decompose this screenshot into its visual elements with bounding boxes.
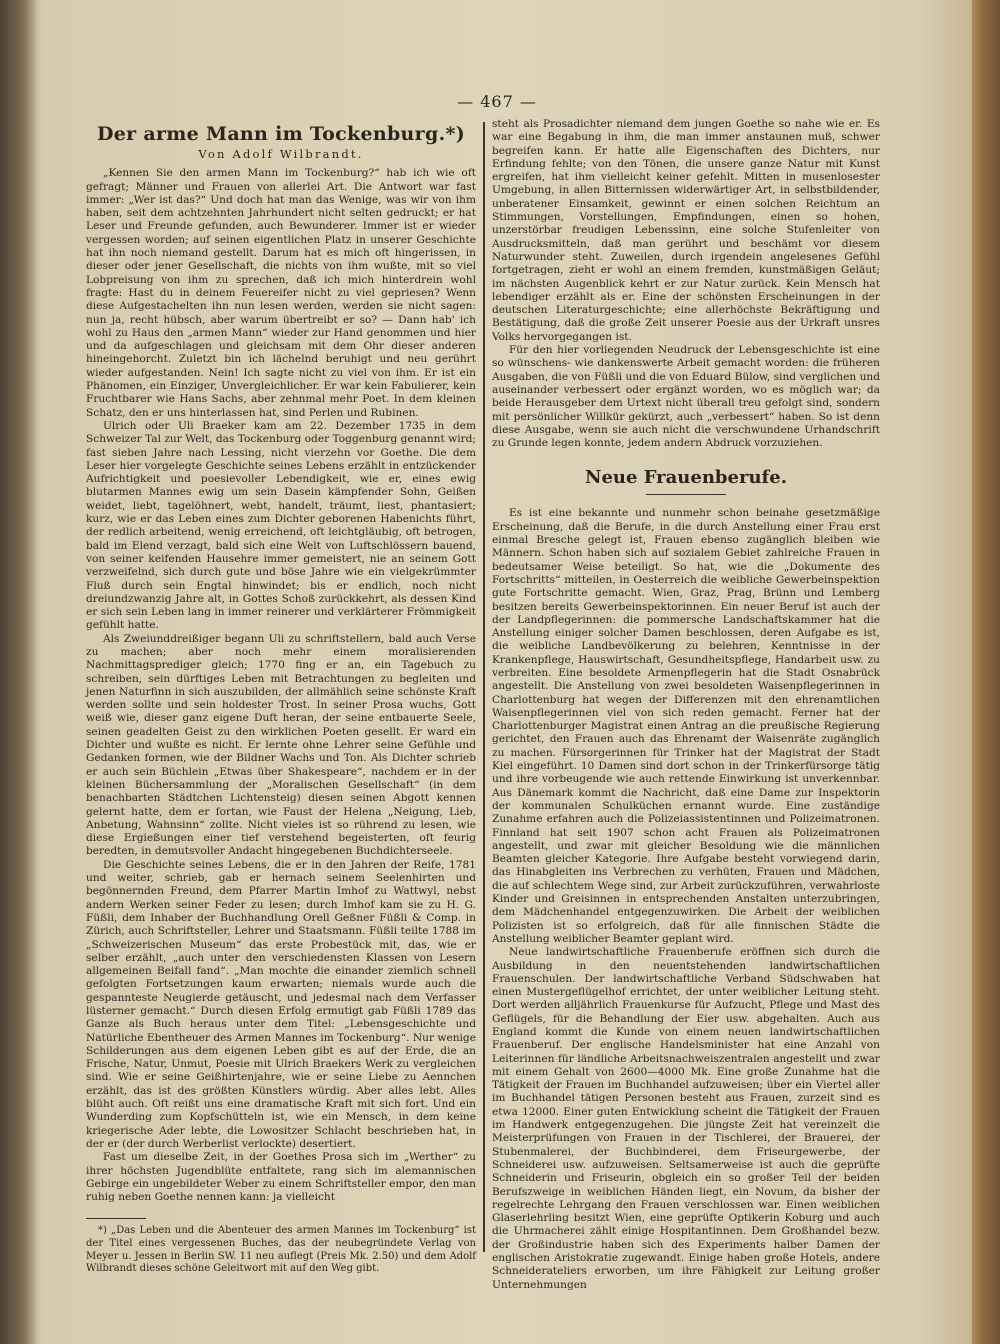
footnote: *) „Das Leben und die Abenteuer des armen Mannes im Tockenburg“ ist der Titel eines vergessenen Buches, das der neubegründete Verlag von Meyer u. Jessen in Berlin SW. 11 neu auflegt (Preis Mk. 2.50) und dem Adolf Wilbrandt dieses schöne Geleitwort mit auf den Weg gibt. [86, 1225, 476, 1275]
page-edge [972, 0, 1000, 1344]
binding-shadow [0, 0, 38, 1344]
article-paragraph: Für den hier vorliegenden Neudruck der Lebensgeschichte ist eine so wünschens- wie dankenswerte Arbeit gemacht worden: die früheren Ausgaben, die von Füßli und die von Eduard Bülow, sind verglichen und auseinander verbessert oder ergänzt worden, wo es möglich war; da beide Herausgeber dem Urtext nicht überall treu gefolgt sind, sondern mit persönlicher Willkür gekürzt, auch „verbessert“ haben. So ist denn diese Ausgabe, wenn sie auch nicht die verschwundene Urhandschrift zu Grunde legen konnte, jedem andern Abdruck vorzuziehen. [492, 344, 880, 450]
column-divider [483, 122, 485, 1252]
article-byline: Von Adolf Wilbrandt. [198, 147, 364, 161]
article-paragraph: Die Geschichte seines Lebens, die er in den Jahren der Reife, 1781 und weiter, schrieb, gab er hernach seinem Seelenhirten und begönnernden Freund, dem Pfarrer Martin Imhof zu Wattwyl, nebst andern Werken seiner Feder zu lesen; durch Imhof kam sie zu H. G. Füßli, dem Inhaber der Buchhandlung Orell Geßner Füßli & Comp. in Zürich, auch Schriftsteller, Lehrer und Staatsmann. Füßli teilte 1788 im „Schweizerischen Museum“ das erste Probestück mit, das, wie er selber erzählt, „auch unter den verschiedensten Klassen von Lesern allgemeinen Beifall fand“. „Man mochte die einander ziemlich schnell gefolgten Fortsetzungen kaum erwarten; niemals wurde auch die gespannteste Neugierde getäuscht, und jedesmal nach dem Verfasser lüsterner gemacht.“ Durch diesen Erfolg ermutigt gab Füßli 1789 das Ganze als Buch heraus unter dem Titel: „Lebensgeschichte und Natürliche Ebentheuer des Armen Mannes im Tockenburg“. Nur wenige Schilderungen aus dem eigenen Leben gibt es auf der Erde, die an Frische, Natur, Unmut, Poesie mit Ulrich Braekers Werk zu vergleichen sind. Wie er seine Geißhirtenjahre, wie er seine Liebe zu Aennchen erzählt, das ist des größten Künstlers würdig. Aber alles lebt. Alles blüht auch. Oft reißt uns eine dramatische Kraft mit sich fort. Und ein Wunderding zum Kopfschütteln ist, wie ein Mensch, in dem keine kriegerische Ader lebte, die Lowositzer Schlacht beschrieben hat, in der er (der durch Werberlist verlockte) desertiert. [86, 858, 476, 1150]
footnote-divider [86, 1218, 146, 1219]
section-divider [646, 494, 726, 495]
article-paragraph: „Kennen Sie den armen Mann im Tockenburg?“ hab ich wie oft gefragt; Männer und Frauen von allerlei Art. Die Antwort war fast immer: „Wer ist das?“ Und doch hat man das Wenige, was wir von ihm haben, seit dem achtzehnten Jahrhundert nicht selten gedruckt; er hat Leser und Freunde gefunden, auch Bewunderer. Immer ist er wieder vergessen worden; auf seinen eigentlichen Platz in unserer Geschichte hat ihn noch niemand gestellt. Darum hat es mich oft hingerissen, in dieser oder jener Gesellschaft, die nichts von ihm wußte, mit so viel Lobpreisung von ihm zu sprechen, daß ich mich hinterdrein wohl fragte: Hast du in deinem Feuereifer nicht zu viel gepriesen? Wenn diese Aufgestachelten ihn nun lesen werden, werden sie nicht sagen: nun ja, recht hübsch, aber warum übertreibt er so? — Dann hab' ich wohl zu Haus den „armen Mann“ wieder zur Hand genommen und hier und da aufgeschlagen und gleichsam mit dem Ohr dieser anderen hineingehorcht. Zuletzt bin ich lächelnd beruhigt und neu gerührt wieder aufgestanden. Nein! Ich sagte nicht zu viel von ihm. Er ist ein Phänomen, ein Einziger, Unvergleichlicher. Er war kein Fabulierer, kein Fruchtbarer wie Hans Sachs, aber zehnmal mehr Poet. In dem kleinen Schatz, den er uns hinterlassen hat, sind Perlen und Rubinen. [86, 167, 476, 419]
section-title: Neue Frauenberufe. [584, 467, 788, 489]
article-paragraph: Als Zweiunddreißiger begann Uli zu schriftstellern, bald auch Verse zu machen; aber noch mehr einem moralisierenden Nachmittagsprediger gleich; 1770 fing er an, ein Tagebuch zu schreiben, sein dürftiges Leben mit Betrachtungen zu begleiten und jenen Naturfinn in sich auszubilden, der allmählich seine schönste Kraft werden sollte und sein holdester Trost. In seiner Prosa wuchs, Gott weiß wie, dieser ganz eigene Duft heran, der seine entbauerte Seele, seinen geadelten Geist zu den wirklichen Poeten gesellt. Er ward ein Dichter und wußte es nicht. Er lernte ohne Lehrer seine Gefühle und Gedanken formen, wie der Bildner Wachs und Ton. Als Dichter schrieb er auch sein Büchlein „Etwas über Shakespeare“, nachdem er in der kleinen Büchersammlung der „Moralischen Gesellschaft“ (in dem benachbarten Städtchen Lichtensteig) diesen seinen Abgott kennen gelernt hatte, dem er fortan, wie Faust der Helena „Neigung, Lieb, Anbetung, Wahnsinn“ zollte. Nicht vieles ist so rührend zu lesen, wie diese Ergießungen einer tief verstehend begeisterten, oft feurig beredten, in demutsvoller Andacht hingegebenen Buchdichterseele. [86, 632, 476, 858]
article-paragraph: Fast um dieselbe Zeit, in der Goethes Prosa sich im „Werther“ zu ihrer höchsten Jugendblüte entfaltete, rang sich im alemannischen Gebirge ein ungebildeter Weber zu einem Schriftsteller empor, den man ruhig neben Goethe nennen kann: ja vielleicht [86, 1151, 476, 1204]
right-column [492, 118, 880, 1292]
article-paragraph: Ulrich oder Uli Braeker kam am 22. Dezember 1735 in dem Schweizer Tal zur Welt, das Tockenburg oder Toggenburg genannt wird; fast sieben Jahre nach Lessing, nicht vierzehn vor Goethe. Die dem Leser hier vorgelegte Geschichte seines Lebens erzählt in entzückender Aufrichtigkeit und poesievoller Lebendigkeit, wie er, eines ewig blutarmen Mannes ewig um sein Dasein kämpfender Sohn, Geißen weidet, liebt, tagelöhnert, webt, handelt, träumt, liest, phantasiert; kurz, wie er das Leben eines zum Dichter geborenen Habenichts führt, der redlich arbeitend, wenig erreichend, oft leichtgläubig, oft betrogen, bald im Elend verzagt, bald sich eine Welt von Luftschlössern bauend, von seiner keifenden Hausehre immer gemeistert, nie an seinem Gott verzweifelnd, sich durch gute und böse Jahre wie ein vielgekrümmter Fluß durch sein Engtal hinwindet; bis er endlich, noch nicht dreiundzwanzig Jahre alt, in Gottes Schoß zurückkehrt, als dessen Kind er sich sein Leben lang in immer reinerer und verklärterer Frömmigkeit gefühlt hatte. [86, 419, 476, 632]
article-title: Der arme Mann im Tockenburg.*) [96, 123, 466, 145]
article-paragraph: Neue landwirtschaftliche Frauenberufe eröffnen sich durch die Ausbildung in den neuentstehenden landwirtschaftlichen Frauenschulen. Der landwirtschaftliche Verband Südschwaben hat einen Mustergeflügelhof errichtet, der unter weiblicher Leitung steht. Dort werden alljährlich Frauenkurse für Aufzucht, Pflege und Mast des Geflügels, für die Behandlung der Eier usw. abgehalten. Auch aus England kommt die Kunde von einem neuen landwirtschaftlichen Frauenberuf. Der englische Handelsminister hat eine Anzahl von Leiterinnen für ländliche Arbeitsnachweiszentralen angestellt und zwar mit einem Gehalt von 2600—4000 Mk. Eine große Zunahme hat die Tätigkeit der Frauen im Buchhandel aufzuweisen; über ein Viertel aller im Buchhandel tätigen Personen besteht aus Frauen, zurzeit sind es etwa 12000. Einer guten Entwicklung scheint die Tätigkeit der Frauen im Handwerk entgegenzugehen. Die jüngste Zeit hat vereinzelt die Meisterprüfungen von Frauen in der Tischlerei, der Brauerei, der Stubenmalerei, der Buchbinderei, dem Friseurgewerbe, der Schneiderei usw. aufzuweisen. Seltsamerweise ist auch die geprüfte Schneiderin und Friseurin, obgleich ein so großer Teil der beiden Berufszweige in weiblichen Händen liegt, ein Novum, da bisher der regelrechte Lehrgang den Frauen verschlossen war. Einen weiblichen Glaserlehrling besitzt Wien, eine geprüfte Optikerin Koburg und auch die Uhrmacherei zählt einige Hospitantinnen. Dem Großhandel bezw. der Großindustrie haben sich des Experiments halber Damen der englischen Aristokratie zugewandt. Einige haben große Hotels, andere Schneiderateliers erworben, um ihre Fähigkeit zur Leitung großer Unternehmungen [492, 946, 880, 1291]
article-paragraph: steht als Prosadichter niemand dem jungen Goethe so nahe wie er. Es war eine Begabung in ihm, die man immer anstaunen muß, schwer begreifen kann. Er hatte alle Eigenschaften des Dichters, nur Erfindung fehlte; von den Tönen, die unsere ganze Natur mit Kunst ergreifen, hat ihm vielleicht keiner gefehlt. Mitten in musenlosester Umgebung, in allen Bitternissen widerwärtiger Art, in selbstbildender, unberatener Einsamkeit, gewinnt er einen solchen Reichtum an Stimmungen, Vorstellungen, Empfindungen, einen so hohen, unzerstörbar freudigen Lebenssinn, eine solche Stufenleiter von Ausdrucksmitteln, daß man gerührt und beschämt vor diesem Naturwunder steht. Zuweilen, durch irgendein angelesenes Gefühl fortgetragen, zieht er wohl an einem fremden, kunstmäßigen Geläut; im nächsten Augenblick kehrt er zur Natur zurück. Kein Mensch hat lebendiger erzählt als er. Eine der schönsten Erscheinungen in der deutschen Literaturgeschichte; eine allerhöchste Bekräftigung und Bestätigung, daß die große Zeit unserer Poesie aus der Urkraft unsres Volks hervorgegangen ist. [492, 118, 880, 343]
page-number: — 467 — [457, 92, 537, 111]
article-paragraph: Es ist eine bekannte und nunmehr schon beinahe gesetzmäßige Erscheinung, daß die Berufe, in die durch Anstellung einer Frau erst einmal Bresche gelegt ist, Frauen ebenso zugänglich bleiben wie Männern. Schon haben sich auf sozialem Gebiet zahlreiche Frauen in bedeutsamer Weise beteiligt. So hat, wie die „Dokumente des Fortschritts“ mitteilen, in Oesterreich die weibliche Gewerbeinspektion gute Fortschritte gemacht. Wien, Graz, Prag, Brünn und Lemberg besitzen bereits Gewerbeinspektorinnen. Ein neuer Beruf ist auch der der Landpflegerinnen: die pommersche Landschaftskammer hat die Anstellung einiger solcher Damen beschlossen, deren Aufgabe es ist, die weibliche Landbevölkerung zu belehren, Kenntnisse in der Krankenpflege, Hauswirtschaft, Gesundheitspflege, Handarbeit usw. zu verbreiten. Eine besoldete Armenpflegerin hat die Stadt Osnabrück angestellt. Die Anstellung von zwei besoldeten Waisenpflegerinnen in Charlottenburg hat wegen der Differenzen mit den ehrenamtlichen Waisenpflegerinnen viel von sich reden gemacht. Ferner hat der Charlottenburger Magistrat einen Antrag an die preußische Regierung gerichtet, den Frauen auch das Ehrenamt der Waisenräte zugänglich zu machen. Fürsorgerinnen für Trinker hat der Magistrat der Stadt Kiel eingeführt. 10 Damen sind dort schon in der Trinkerfürsorge tätig und ihre vorbeugende wie auch rettende Einwirkung ist unverkennbar. Aus Dänemark kommt die Nachricht, daß eine Dame zur Inspektorin der kommunalen Schulküchen ernannt wurde. Eine zuständige Zunahme erfahren auch die Polizeiassistentinnen und Polizeimatronen. Finnland hat seit 1907 schon acht Frauen als Polizeimatronen angestellt, und zwar mit gleicher Besoldung wie die männlichen Beamten gleicher Kategorie. Ihre Aufgabe besteht vorwiegend darin, das Hinabgleiten ins Verbrechen zu verhüten, Frauen und Mädchen, die auf schlechtem Wege sind, zur Arbeit zurückzuführen, verwahrloste Kinder und Greisinnen in entsprechenden Anstalten unterzubringen, dem Mädchenhandel entgegenzuwirken. Die Arbeit der weiblichen Polizisten ist so erfolgreich, daß für alle finnischen Städte die Anstellung weiblicher Beamter geplant wird. [492, 507, 880, 945]
left-column [86, 118, 476, 1276]
